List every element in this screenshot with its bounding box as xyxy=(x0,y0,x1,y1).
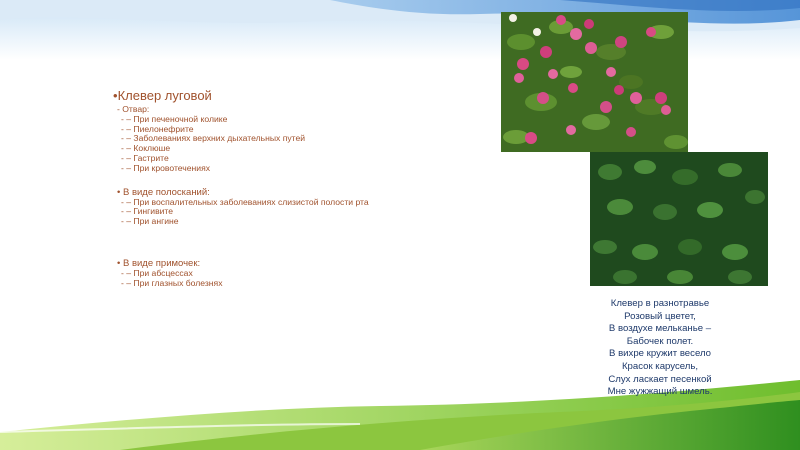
list-item: - – При глазных болезнях xyxy=(121,277,223,288)
poem-line: Мне жужжащий шмель. xyxy=(607,386,713,398)
poem-line: Слух ласкает песенкой xyxy=(608,373,712,385)
list-item: - – При ангине xyxy=(121,216,179,227)
group-decoction xyxy=(117,105,487,174)
list-item: - – Заболеваниях верхних дыхательных путей xyxy=(121,133,306,144)
group-gargle-head: • В виде полосканий: xyxy=(117,186,210,198)
group-decoction-head: - Отвар: xyxy=(117,104,150,114)
poem-line: Клевер в разнотравье xyxy=(610,298,710,309)
list-item: - – При печеночной колике xyxy=(121,113,228,124)
remedies-text-block xyxy=(113,88,487,289)
poem-line: В воздухе мельканье – xyxy=(608,323,712,335)
list-item: - – Гастрите xyxy=(121,152,169,163)
group-gargle xyxy=(117,187,487,227)
slide-title: •Клевер луговой xyxy=(113,88,212,103)
list-item: - – При абсцессах xyxy=(121,267,193,278)
list-item: - – При кровотечениях xyxy=(121,162,211,173)
list-item: - – Гингивите xyxy=(121,206,174,217)
list-item: - – Пиелонефрите xyxy=(121,123,194,134)
poem-line: Бабочек полет. xyxy=(626,335,694,347)
poem-line: Красок карусель, xyxy=(621,360,699,372)
group-compress xyxy=(117,258,487,289)
poem-line: В вихре кружит весело xyxy=(609,348,711,360)
photo-clover-leaves xyxy=(590,152,768,286)
poem xyxy=(562,298,758,399)
list-item: - – Коклюше xyxy=(121,143,171,154)
group-compress-head: • В виде примочек: xyxy=(117,257,201,269)
poem-line: Розовый цветет, xyxy=(624,310,696,322)
list-item: - – При воспалительных заболеваниях слизистой полости рта xyxy=(121,196,369,207)
photo-red-clover-flowers xyxy=(501,12,688,152)
